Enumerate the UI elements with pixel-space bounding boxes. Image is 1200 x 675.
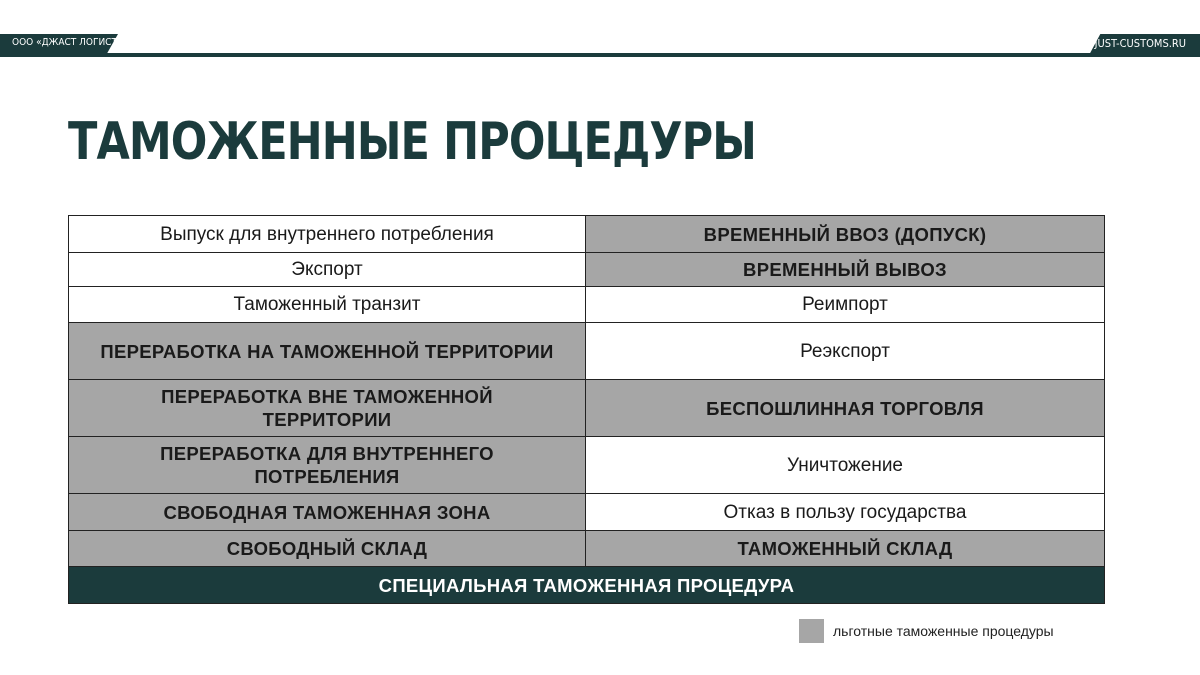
legend-swatch [799, 619, 824, 643]
page-title: ТАМОЖЕННЫЕ ПРОЦЕДУРЫ [68, 112, 756, 172]
procedure-cell: СВОБОДНАЯ ТАМОЖЕННАЯ ЗОНА [69, 494, 586, 531]
procedure-cell: ТАМОЖЕННЫЙ СКЛАД [586, 531, 1104, 567]
procedure-cell: БЕСПОШЛИННАЯ ТОРГОВЛЯ [586, 380, 1104, 437]
procedure-cell: ПЕРЕРАБОТКА ВНЕ ТАМОЖЕННОЙ ТЕРРИТОРИИ [69, 380, 586, 437]
procedure-cell: Таможенный транзит [69, 287, 586, 323]
procedures-table [68, 215, 1105, 604]
procedure-cell: Экспорт [69, 253, 586, 287]
header-rule [0, 53, 1200, 57]
procedure-cell: Уничтожение [586, 437, 1104, 494]
procedure-cell: СВОБОДНЫЙ СКЛАД [69, 531, 586, 567]
company-name: ООО «ДЖАСТ ЛОГИСТИКС» [12, 37, 142, 48]
legend-label: льготные таможенные процедуры [833, 623, 1054, 639]
procedure-cell: ПЕРЕРАБОТКА ДЛЯ ВНУТРЕННЕГО ПОТРЕБЛЕНИЯ [69, 437, 586, 494]
procedure-cell: Отказ в пользу государства [586, 494, 1104, 531]
website-link[interactable]: JUST-CUSTOMS.RU [1094, 37, 1186, 50]
top-bar [0, 34, 1200, 58]
legend [799, 619, 1054, 643]
procedure-cell: Реэкспорт [586, 323, 1104, 380]
procedure-cell: Выпуск для внутреннего потребления [69, 216, 586, 253]
procedure-cell: ВРЕМЕННЫЙ ВВОЗ (ДОПУСК) [586, 216, 1104, 253]
special-procedure-row: СПЕЦИАЛЬНАЯ ТАМОЖЕННАЯ ПРОЦЕДУРА [69, 567, 1104, 603]
procedure-cell: Реимпорт [586, 287, 1104, 323]
procedure-cell: ПЕРЕРАБОТКА НА ТАМОЖЕННОЙ ТЕРРИТОРИИ [69, 323, 586, 380]
procedure-cell: ВРЕМЕННЫЙ ВЫВОЗ [586, 253, 1104, 287]
